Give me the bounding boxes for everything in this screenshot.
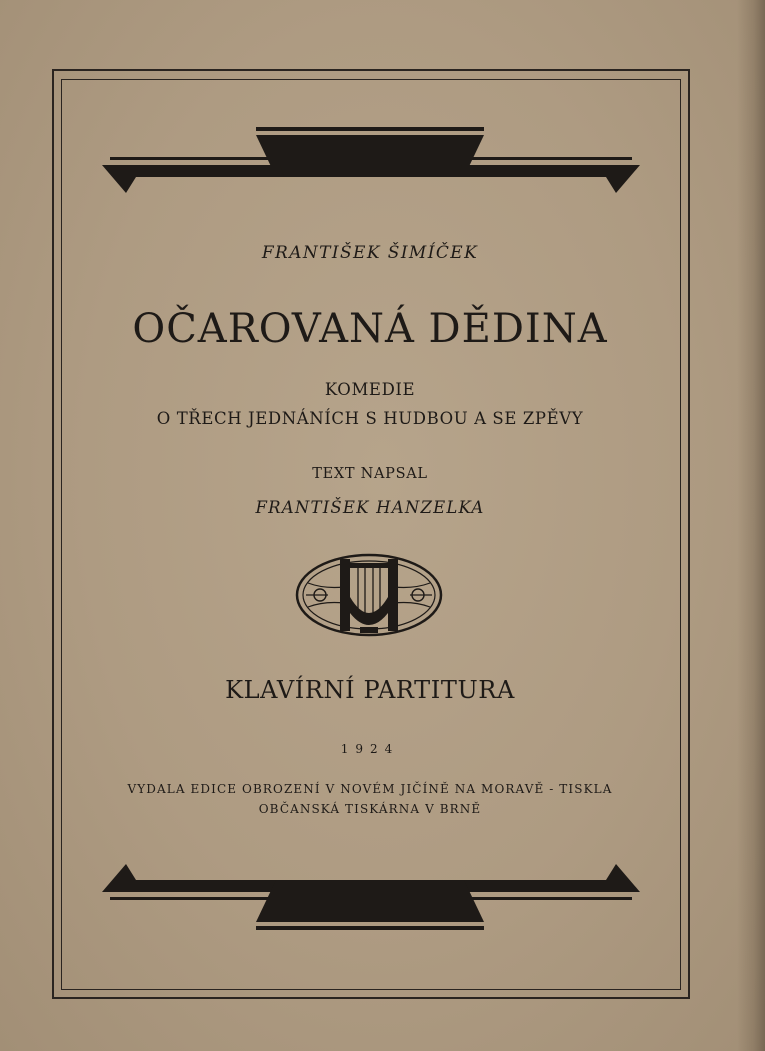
genre-description: O TŘECH JEDNÁNÍCH S HUDBOU A SE ZPĚVY — [156, 409, 584, 428]
author-name: FRANTIŠEK ŠIMÍČEK — [261, 243, 479, 263]
genre-label: KOMEDIE — [324, 380, 416, 399]
score-title: KLAVÍRNÍ PARTITURA — [225, 676, 515, 704]
text-by-label: TEXT NAPSAL — [312, 466, 428, 482]
work-title: OČAROVANÁ DĚDINA — [132, 306, 608, 352]
imprint-line-2: OBČANSKÁ TISKÁRNA V BRNĚ — [258, 802, 482, 816]
lyre-emblem-icon — [294, 553, 444, 637]
paper-edge-shadow — [737, 0, 765, 1051]
bottom-ornament-icon — [96, 852, 646, 932]
top-ornament-icon — [96, 125, 646, 205]
imprint-line-1: VYDALA EDICE OBROZENÍ V NOVÉM JIČÍNĚ NA MORAVĚ - TISKLA — [127, 782, 613, 796]
publication-year: 1924 — [340, 742, 400, 756]
lyricist-name: FRANTIŠEK HANZELKA — [255, 498, 485, 517]
